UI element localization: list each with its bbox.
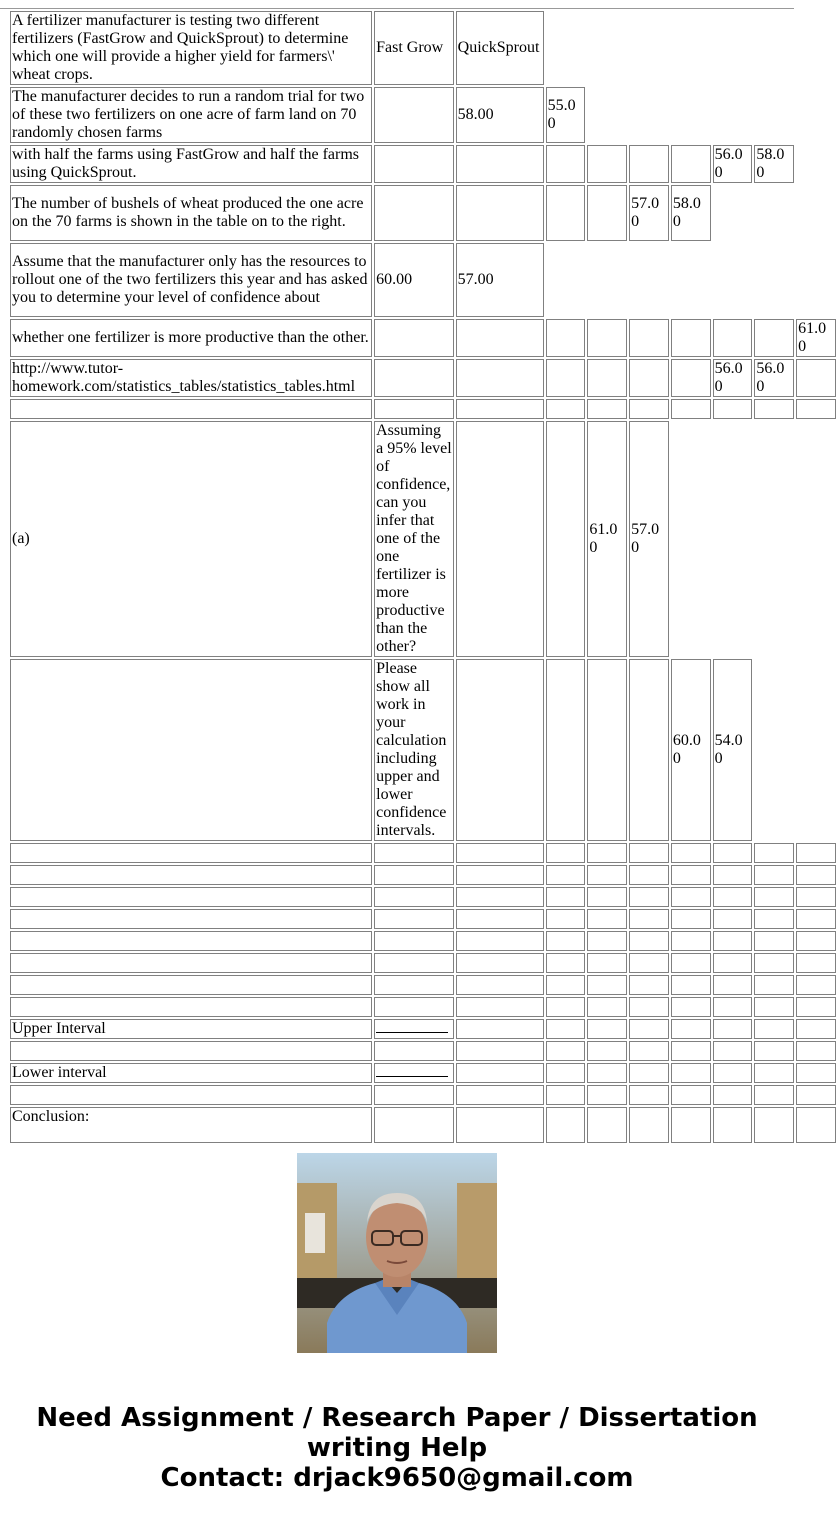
table-cell bbox=[671, 359, 711, 397]
table-cell bbox=[546, 185, 586, 241]
table-cell bbox=[629, 659, 669, 841]
table-row bbox=[10, 1041, 836, 1061]
table-row bbox=[10, 185, 836, 241]
table-cell bbox=[671, 319, 711, 357]
table-row bbox=[10, 243, 836, 317]
table-cell bbox=[587, 359, 627, 397]
value-cell: 60.00 bbox=[671, 659, 711, 841]
table-row bbox=[10, 931, 836, 951]
value-cell: 55.00 bbox=[546, 87, 586, 143]
table-cell bbox=[587, 185, 627, 241]
table-row bbox=[10, 659, 836, 841]
part-a-question: Assuming a 95% level of confidence, can you infer that one of the one fertilizer is more productive than the other? bbox=[376, 422, 452, 655]
table-cell bbox=[671, 145, 711, 183]
table-cell bbox=[374, 359, 454, 397]
table-cell bbox=[546, 145, 586, 183]
banner-contact[interactable]: Contact: drjack9650@gmail.com bbox=[160, 1463, 634, 1493]
value-cell: 56.00 bbox=[754, 359, 794, 397]
table-row bbox=[10, 11, 836, 85]
table-cell bbox=[546, 319, 586, 357]
table-row bbox=[10, 87, 836, 143]
table-row bbox=[10, 953, 836, 973]
value-cell: 58.00 bbox=[671, 185, 711, 241]
fast-grow-header: Fast Grow bbox=[374, 11, 454, 85]
table-cell bbox=[456, 145, 544, 183]
value-cell: 56.00 bbox=[713, 145, 753, 183]
table-row bbox=[10, 1107, 836, 1143]
problem-text-cell: The manufacturer decides to run a random trial for two of these two fertilizers on one acre of farm land on 70 randomly chosen farms bbox=[10, 87, 372, 143]
table-cell bbox=[587, 659, 627, 841]
quick-sprout-header: QuickSprout bbox=[456, 11, 544, 85]
table-row bbox=[10, 887, 836, 907]
table-row bbox=[10, 909, 836, 929]
table-cell bbox=[587, 145, 627, 183]
table-cell bbox=[546, 659, 586, 841]
banner-line-2: writing Help bbox=[306, 1433, 488, 1463]
problem-intro-cell: A fertilizer manufacturer is testing two different fertilizers (FastGrow and QuickSprout) to determine which one will provide a higher yield for farmers\' wheat crops. bbox=[10, 11, 372, 85]
table-cell bbox=[456, 319, 544, 357]
table-cell bbox=[456, 659, 544, 841]
table-cell bbox=[456, 359, 544, 397]
part-a-label: (a) bbox=[10, 421, 372, 657]
value-cell: 61.00 bbox=[796, 319, 836, 357]
problem-text-cell: with half the farms using FastGrow and half the farms using QuickSprout. bbox=[10, 145, 372, 183]
table-row bbox=[10, 1019, 836, 1039]
problem-text-cell: Assume that the manufacturer only has the resources to rollout one of the two fertilizers this year and has asked you to determine your level of confidence about bbox=[10, 243, 372, 317]
banner-line-1: Need Assignment / Research Paper / Dissertation bbox=[36, 1403, 758, 1433]
value-cell: 61.00 bbox=[587, 421, 627, 657]
author-photo bbox=[297, 1153, 497, 1353]
table-row bbox=[10, 843, 836, 863]
value-cell: 58.00 bbox=[456, 87, 544, 143]
upper-interval-label: Upper Interval bbox=[10, 1019, 372, 1039]
table-row bbox=[10, 1085, 836, 1105]
table-cell bbox=[374, 185, 454, 241]
table-row bbox=[10, 399, 836, 419]
conclusion-label: Conclusion: bbox=[10, 1107, 372, 1143]
table-cell bbox=[546, 359, 586, 397]
table-cell bbox=[10, 659, 372, 841]
spreadsheet bbox=[8, 9, 827, 1125]
data-table bbox=[8, 9, 838, 1145]
table-cell bbox=[374, 87, 454, 143]
table-cell bbox=[629, 319, 669, 357]
value-cell: 58.00 bbox=[754, 145, 794, 183]
table-row bbox=[10, 359, 836, 397]
table-cell bbox=[629, 359, 669, 397]
table-row bbox=[10, 1063, 836, 1083]
upper-interval-answer[interactable] bbox=[374, 1019, 454, 1039]
table-cell bbox=[796, 359, 836, 397]
value-cell: 60.00 bbox=[374, 243, 454, 317]
table-cell bbox=[546, 421, 586, 657]
lower-interval-label: Lower interval bbox=[10, 1063, 372, 1083]
source-link[interactable]: http://www.tutor-homework.com/statistics_tables/statistics_tables.html bbox=[10, 359, 372, 397]
contact-banner bbox=[0, 1403, 794, 1493]
value-cell: 56.00 bbox=[713, 359, 753, 397]
problem-text-cell: The number of bushels of wheat produced the one acre on the 70 farms is shown in the table on to the right. bbox=[10, 185, 372, 241]
table-cell bbox=[374, 145, 454, 183]
table-cell bbox=[587, 319, 627, 357]
table-cell bbox=[754, 319, 794, 357]
table-cell bbox=[374, 319, 454, 357]
table-row bbox=[10, 145, 836, 183]
table-row bbox=[10, 421, 836, 657]
table-cell bbox=[713, 319, 753, 357]
table-cell bbox=[629, 145, 669, 183]
lower-interval-answer[interactable] bbox=[374, 1063, 454, 1083]
table-cell bbox=[456, 421, 544, 657]
value-cell: 54.00 bbox=[713, 659, 753, 841]
value-cell: 57.00 bbox=[456, 243, 544, 317]
table-row bbox=[10, 865, 836, 885]
table-row bbox=[10, 997, 836, 1017]
value-cell: 57.00 bbox=[629, 421, 669, 657]
table-row bbox=[10, 319, 836, 357]
table-row bbox=[10, 975, 836, 995]
problem-text-cell: whether one fertilizer is more productive than the other. bbox=[10, 319, 372, 357]
value-cell: 57.00 bbox=[629, 185, 669, 241]
table-cell bbox=[456, 185, 544, 241]
part-a-instructions: Please show all work in your calculation including upper and lower confidence intervals. bbox=[374, 659, 454, 841]
